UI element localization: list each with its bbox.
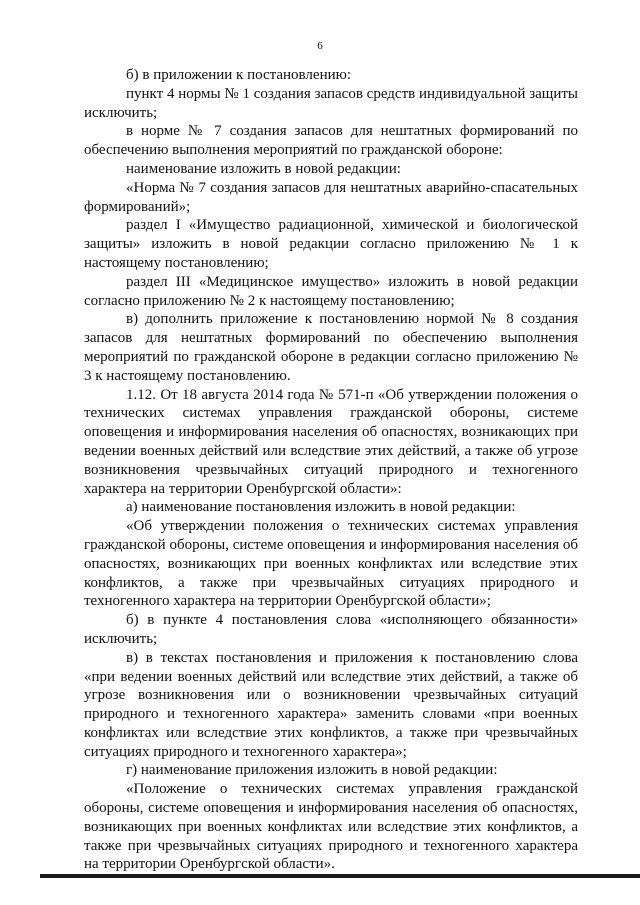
paragraph: в норме № 7 создания запасов для нештатных формирований по обеспечению выполнения мероприятий по гражданской обороне: <box>84 123 578 159</box>
paragraph: в) дополнить приложение к постановлению нормой № 8 создания запасов для нештатных формирований по обеспечению выполнения мероприятий по гражданской обороне в редакции согласно приложению № 3 к настоящему постановлению. <box>84 311 578 384</box>
paragraph: 1.12. От 18 августа 2014 года № 571-п «Об утверждении положения о технических системах управления гражданской обороны, системе оповещения и информирования населения об опасностях, возникающих при ведении военных действий или вследствие этих действий, а также об угрозе возникновения чрезвычайных ситуаций природного и техногенного характера на территории Оренбургской области»: <box>84 386 578 497</box>
paragraph: б) в пункте 4 постановления слова «исполняющего обязанности» исключить; <box>84 612 578 647</box>
paragraph: в) в текстах постановления и приложения к постановлению слова «при ведении военных действий или вследствие этих действий, а также об угрозе возникновения или о возникновении чрезвычайных ситуаций природного и техногенного характера» заменить словами «при военных конфликтах или вследствие этих конфликтов, а также при чрезвычайных ситуациях природного и техногенного характера»; <box>84 649 578 760</box>
paragraph: «Об утверждении положения о технических системах управления гражданской обороны, системе оповещения и информирования населения об опасностях, возникающих при военных конфликтах или вследствие этих конфликтов, а также при чрезвычайных ситуациях природного и техногенного характера на территории Оренбургской области»; <box>84 518 578 610</box>
paragraph: наименование изложить в новой редакции: <box>126 160 401 177</box>
document-body <box>84 66 578 874</box>
paragraph: раздел I «Имущество радиационной, химической и биологической защиты» изложить в новой редакции согласно приложению № 1 к настоящему постановлению; <box>84 217 578 271</box>
page-number: 6 <box>317 40 323 52</box>
paragraph: «Положение о технических системах управления гражданской обороны, системе оповещения и информирования населения об опасностях, возникающих при военных конфликтах или вследствие этих конфликтов, а также при чрезвычайных ситуациях природного и техногенного характера на территории Оренбургской области». <box>84 781 578 873</box>
paragraph: б) в приложении к постановлению: <box>126 67 352 83</box>
paragraph: а) наименование постановления изложить в новой редакции: <box>126 499 516 516</box>
bottom-rule <box>40 874 640 878</box>
paragraph: раздел III «Медицинское имущество» изложить в новой редакции согласно приложению № 2 к настоящему постановлению; <box>84 273 578 309</box>
paragraph: «Норма № 7 создания запасов для нештатных аварийно-спасательных формирований»; <box>84 179 578 215</box>
paragraph: г) наименование приложения изложить в новой редакции: <box>126 762 498 779</box>
paragraph: пункт 4 нормы № 1 создания запасов средств индивидуальной защиты исключить; <box>84 85 578 121</box>
